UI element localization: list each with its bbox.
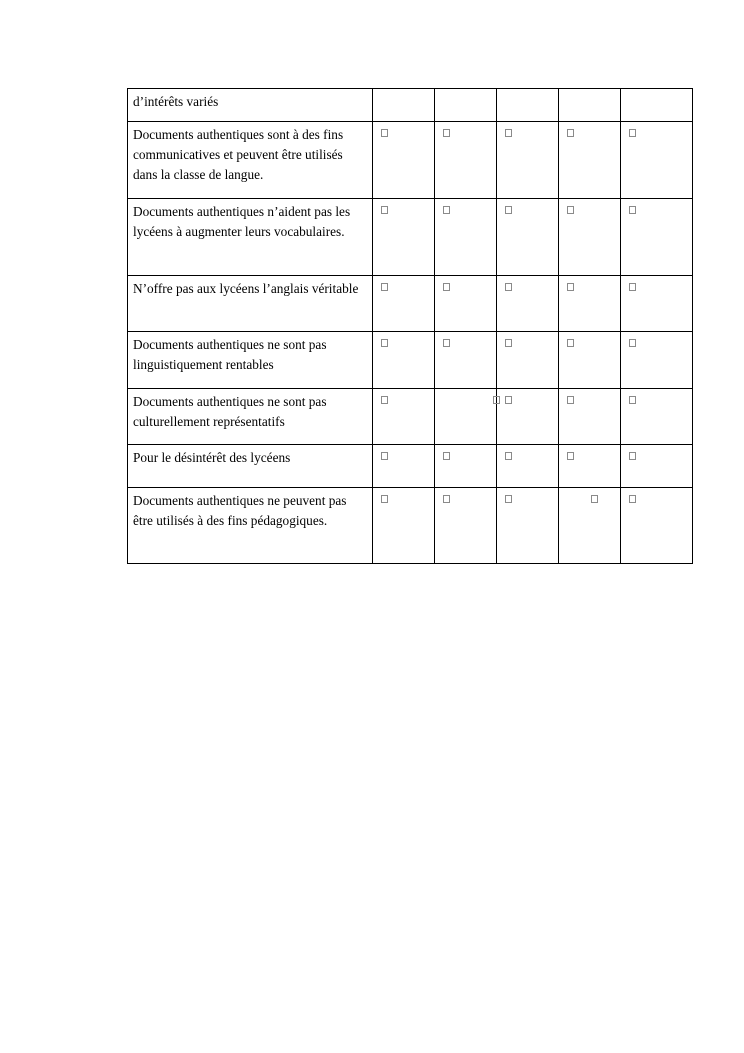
checkbox[interactable] xyxy=(381,283,388,291)
checkbox[interactable] xyxy=(381,452,388,460)
statement-cell: Documents authentiques ne sont pas linguistiquement rentables xyxy=(128,332,373,389)
statement-cell: Pour le désintérêt des lycéens xyxy=(128,445,373,488)
rating-cell-1 xyxy=(373,389,435,445)
rating-cell-2 xyxy=(435,332,497,389)
rating-cell-1 xyxy=(373,89,435,122)
rating-cell-4 xyxy=(559,199,621,276)
statement-cell: N’offre pas aux lycéens l’anglais véritable xyxy=(128,276,373,332)
rating-cell-4 xyxy=(559,332,621,389)
checkbox[interactable] xyxy=(443,495,450,503)
statement-cell: Documents authentiques n’aident pas les lycéens à augmenter leurs vocabulaires. xyxy=(128,199,373,276)
rating-cell-3 xyxy=(497,122,559,199)
checkbox[interactable] xyxy=(381,495,388,503)
rating-cell-2 xyxy=(435,445,497,488)
checkbox[interactable] xyxy=(629,396,636,404)
rating-cell-2 xyxy=(435,199,497,276)
checkbox[interactable] xyxy=(505,495,512,503)
rating-cell-4 xyxy=(559,445,621,488)
checkbox[interactable] xyxy=(381,396,388,404)
rating-cell-2 xyxy=(435,276,497,332)
table-row xyxy=(128,445,693,488)
checkbox[interactable] xyxy=(629,452,636,460)
checkbox[interactable] xyxy=(505,283,512,291)
checkbox[interactable] xyxy=(381,339,388,347)
checkbox[interactable] xyxy=(443,339,450,347)
checkbox[interactable] xyxy=(443,283,450,291)
rating-cell-5 xyxy=(621,488,693,564)
checkbox[interactable] xyxy=(505,452,512,460)
checkbox[interactable] xyxy=(567,283,574,291)
rating-cell-3 xyxy=(497,276,559,332)
checkbox[interactable] xyxy=(505,129,512,137)
rating-cell-3 xyxy=(497,199,559,276)
rating-cell-1 xyxy=(373,332,435,389)
checkbox[interactable] xyxy=(443,129,450,137)
checkbox[interactable] xyxy=(567,129,574,137)
checkbox[interactable] xyxy=(629,495,636,503)
checkbox[interactable] xyxy=(567,206,574,214)
checkbox[interactable] xyxy=(443,206,450,214)
rating-cell-5 xyxy=(621,389,693,445)
table-row xyxy=(128,332,693,389)
rating-cell-4 xyxy=(559,389,621,445)
survey-table xyxy=(127,88,693,564)
checkbox[interactable] xyxy=(505,396,512,404)
rating-cell-2 xyxy=(435,89,497,122)
rating-cell-3 xyxy=(497,488,559,564)
rating-cell-5 xyxy=(621,276,693,332)
rating-cell-1 xyxy=(373,276,435,332)
rating-cell-4 xyxy=(559,488,621,564)
checkbox[interactable] xyxy=(505,206,512,214)
rating-cell-3 xyxy=(497,89,559,122)
rating-cell-5 xyxy=(621,445,693,488)
table-row xyxy=(128,89,693,122)
rating-cell-1 xyxy=(373,199,435,276)
rating-cell-3 xyxy=(497,332,559,389)
checkbox[interactable] xyxy=(567,452,574,460)
checkbox[interactable] xyxy=(567,396,574,404)
rating-cell-5 xyxy=(621,199,693,276)
rating-cell-4 xyxy=(559,276,621,332)
checkbox[interactable] xyxy=(505,339,512,347)
rating-cell-2 xyxy=(435,389,497,445)
rating-cell-2 xyxy=(435,122,497,199)
table-row xyxy=(128,276,693,332)
rating-cell-4 xyxy=(559,122,621,199)
checkbox[interactable] xyxy=(567,339,574,347)
table-row xyxy=(128,389,693,445)
rating-cell-4 xyxy=(559,89,621,122)
statement-cell: Documents authentiques ne peuvent pas être utilisés à des fins pédagogiques. xyxy=(128,488,373,564)
rating-cell-1 xyxy=(373,445,435,488)
rating-cell-3 xyxy=(497,389,559,445)
checkbox[interactable] xyxy=(443,452,450,460)
table-row xyxy=(128,122,693,199)
checkbox[interactable] xyxy=(629,129,636,137)
rating-cell-1 xyxy=(373,122,435,199)
rating-cell-2 xyxy=(435,488,497,564)
rating-cell-5 xyxy=(621,122,693,199)
table-row xyxy=(128,199,693,276)
checkbox[interactable] xyxy=(381,129,388,137)
statement-cell: d’intérêts variés xyxy=(128,89,373,122)
rating-cell-5 xyxy=(621,89,693,122)
checkbox[interactable] xyxy=(629,283,636,291)
rating-cell-1 xyxy=(373,488,435,564)
checkbox[interactable] xyxy=(381,206,388,214)
rating-cell-5 xyxy=(621,332,693,389)
checkbox[interactable] xyxy=(629,206,636,214)
checkbox[interactable] xyxy=(591,495,598,503)
table-row xyxy=(128,488,693,564)
statement-cell: Documents authentiques ne sont pas culturellement représentatifs xyxy=(128,389,373,445)
statement-cell: Documents authentiques sont à des fins communicatives et peuvent être utilisés dans la classe de langue. xyxy=(128,122,373,199)
rating-cell-3 xyxy=(497,445,559,488)
checkbox[interactable] xyxy=(629,339,636,347)
